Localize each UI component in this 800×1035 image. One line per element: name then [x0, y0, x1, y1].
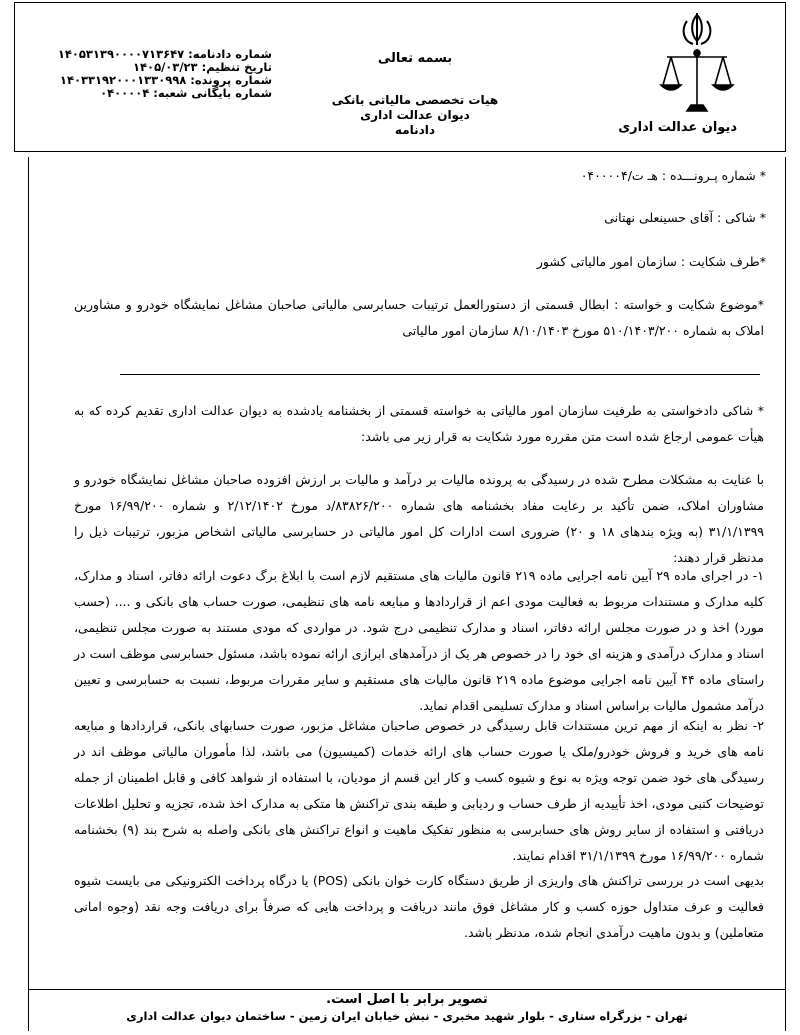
meta-row-issue-date: تاریخ تنظیم: ۱۴۰۵/۰۳/۲۳: [133, 60, 272, 74]
case-metadata: [57, 47, 272, 100]
certified-copy-note: تصویر برابر با اصل است.: [326, 992, 488, 1007]
meta-row-file-number: شماره پرونده: ۱۴۰۳۳۱۹۲۰۰۰۱۳۳۰۹۹۸: [59, 73, 272, 87]
paragraph-intro: * شاکی دادخواستی به طرفیت سازمان امور مالیاتی به خواسته قسمتی از بخشنامه یادشده به دیوان عدالت اداری تقدیم کرده که به هیأت عمومی ارجاع شده است متن مقرره مورد شکایت به قرار زیر می باشد:: [74, 403, 764, 444]
paragraph-pos-note: بدیهی است در بررسی تراکنش های واریزی از طریق دستگاه کارت خوان بانکی (POS) یا درگاه پرداخت الکترونیکی می بایست شیوه فعالیت و عرف متداول حوزه کسب و کار مشاغل فوق مانند دریافت و پرداخت هایی که صرفاً برای دریافت وجه نقد (وجوه امانی متعاملین) و بدون ماهیت درآمدی انجام شده، مدنظر باشد.: [74, 873, 765, 940]
court-emblem-icon: [659, 11, 735, 121]
document-type: دادنامه: [394, 123, 436, 137]
court-name: دیوان عدالت اداری: [618, 120, 737, 135]
meta-row-archive-number: شماره بایگانی شعبه: ۰۴۰۰۰۰۴: [100, 86, 272, 100]
bismillah: بسمه تعالی: [377, 51, 453, 66]
board-title-block: [315, 93, 515, 138]
paragraph-regulation: با عنایت به مشکلات مطرح شده در رسیدگی به پرونده مالیات بر درآمد و مالیات بر ارزش افزوده صاحبان مشاغل نمایشگاه خودرو و مشاوران املاک، ضمن تأکید بر رعایت مفاد بخشنامه های شماره ۸۳۸۲۶/۲۰۰/د مورخ ۲/۱۲/۱۴۰۲ و شماره ۱۶/۹۹/۲۰۰ مورخ ۳۱/۱/۱۳۹۹ (به ویژه بندهای ۱۸ و ۲۰) ضروری است ادارات کل امور مالیاتی در حسابرسی مالیاتی اشخاص مزبور، ترتیبات ذیل را مدنظر قرار دهند:: [74, 472, 764, 565]
subject-paragraph: *موضوع شکایت و خواسته : ابطال قسمتی از دستورالعمل ترتیبات حسابرسی مالیاتی صاحبان مشاغل نمایشگاه خودرو و مشاورین املاک به شماره ۵۱۰/۱۴۰۳/۲۰۰ مورخ ۸/۱۰/۱۴۰۳ سازمان امور مالیاتی: [74, 297, 764, 338]
paragraph-clause-2: ۲- نظر به اینکه از مهم ترین مستندات قابل رسیدگی در خصوص صاحبان مشاغل مزبور، صورت حسابهای بانکی، قراردادها و مبایعه نامه های خرید و فروش خودرو/ملک یا صورت حساب های ارائه خدمات (کمیسیون) می باشد، لذا مأموران مالیاتی موظف اند در رسیدگی های خود ضمن توجه ویژه به نوع و شیوه کسب و کار این قسم از مودیان، با استفاده از شواهد کافی و قابل اطمینان از جمله توضیحات کتبی مودی، اخذ تأییدیه از طرف حساب و ردیابی و طبقه بندی تراکنش ها متکی به مدارک اخذ شده، تجزیه و تحلیل اطلاعات دریافتی و استفاده از سایر روش های حسابرسی به منظور تفکیک ماهیت و انواع تراکنش های بانکی واصله به شرح بند (۹) بخشنامه شماره ۱۶/۹۹/۲۰۰ مورخ ۳۱/۱/۱۳۹۹ اقدام نمایند.: [74, 718, 764, 863]
complainant-line: * شاکی : آقای حسینعلی نهتانی: [604, 210, 766, 225]
document-header: [14, 2, 786, 152]
title-block: [315, 51, 515, 66]
board-title: هیات تخصصی مالیاتی بانکی دیوان عدالت اداری: [331, 93, 499, 122]
document-footer: [28, 989, 786, 1031]
meta-row-verdict-number: شماره دادنامه: ۱۴۰۵۳۱۳۹۰۰۰۰۷۱۳۶۴۷: [57, 47, 272, 61]
respondent-line: *طرف شکایت : سازمان امور مالیاتی کشور: [536, 254, 766, 269]
file-number-line: * شماره پـرونـــده : هـ ت/۰۴۰۰۰۰۴: [580, 168, 766, 183]
court-address: تهران - بزرگراه ستاری - بلوار شهید مخبری - نبش خیابان ایران زمین - ساختمان دیوان عدالت اداری: [126, 1009, 688, 1023]
paragraph-clause-1: ۱- در اجرای ماده ۲۹ آیین نامه اجرایی ماده ۲۱۹ قانون مالیات های مستقیم لازم است با ابلاغ برگ دعوت ارائه دفاتر، اسناد و مدارک، کلیه مدارک و مستندات مربوط به فعالیت مودی اعم از قراردادها و مبایعه نامه های تنظیمی، صورت حساب های بانکی و .... (حسب مورد) اخذ و در صورت مجلس ارائه دفاتر، اسناد و مدارک تنظیمی درج شود. در مواردی که مودی مستند به صورت مجلس تنظیمی، اسناد و مدارک درآمدی و هزینه ای خود را در خصوص هر یک از درآمدهای ابرازی ارائه نموده باشد، مسئول حسابرسی موظف است در راستای ماده ۴۴ آیین نامه اجرایی موضوع ماده ۲۱۹ قانون مالیات های مستقیم و سایر مقررات مربوط، نسبت به حسابرسی و تعیین درآمد مشمول مالیات براساس اسناد و مدارک تسلیمی اقدام نماید.: [74, 568, 764, 713]
section-divider: [120, 374, 760, 375]
